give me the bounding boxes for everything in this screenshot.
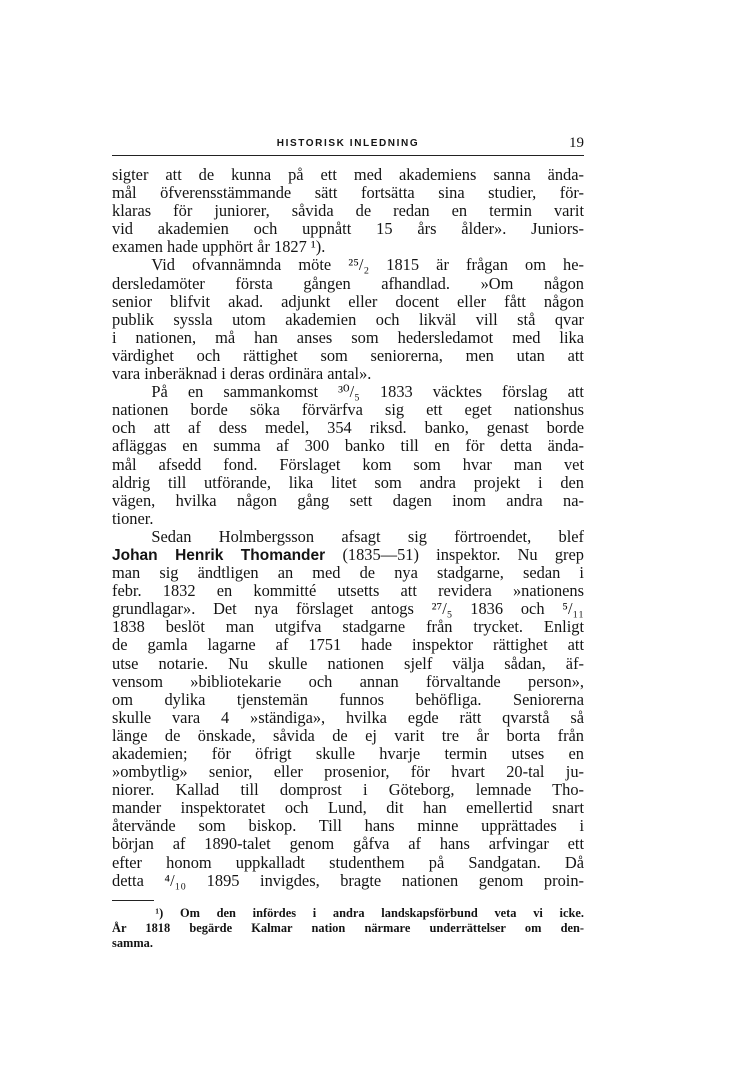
text-line: vensom »bibliotekarie och annan förvaltande person», (112, 672, 584, 691)
text-line: grundlagar». Det nya förslaget antogs ²⁷/₅ 1836 och ⁵/₁₁ (112, 600, 584, 619)
text-line: mål öfverensstämmande sätt fortsätta sina studier, för- (112, 184, 584, 203)
text-line: nationen borde söka förvärfva sig ett eget nationshus (112, 401, 584, 420)
body-text (112, 166, 584, 890)
page-number: 19 (569, 135, 584, 151)
text-line: om dylika tjenstemän funnos behöfliga. Seniorerna (112, 690, 584, 709)
text-line: Vid ofvannämnda möte ²⁵/₂ 1815 är frågan om he- (151, 256, 584, 275)
text-line: dersledamöter första gången afhandlad. »Om någon (112, 274, 584, 293)
footnote-rule (112, 900, 154, 901)
footnote (112, 906, 584, 951)
text-line: senior blifvit akad. adjunkt eller docent eller fått någon (112, 292, 584, 311)
text-line: man sig ändtligen an med de nya stadgarne, sedan i (112, 564, 584, 583)
text-line: början af 1890-talet genom gåfva af hans arfvingar ett (112, 835, 584, 854)
text-line: niorer. Kallad till domprost i Göteborg, lemnade Tho- (112, 781, 584, 800)
text-line: »ombytlig» senior, eller prosenior, för hvart 20-tal ju- (112, 763, 584, 782)
running-header (112, 135, 584, 160)
text-line: mål afsedd fond. Förslaget kom som hvar man vet (112, 455, 584, 474)
running-title: HISTORISK INLEDNING (276, 138, 420, 149)
footnote-line: År 1818 begärde Kalmar nation närmare underrättelser om den- (112, 921, 584, 935)
text-line: afläggas en summa af 300 banko till en för detta ända- (112, 437, 584, 456)
text-line-with-name (112, 546, 584, 564)
text-line: (1835—51) inspektor. Nu grep (342, 545, 584, 564)
text-line: skulle vara 4 »ständiga», hvilka egde rätt qvarstå så (112, 708, 584, 727)
text-line: och att af dess medel, 354 riksd. banko, genast borde (112, 419, 584, 438)
text-line: aldrig till utförande, lika litet som andra projekt i den (112, 473, 584, 492)
text-line: värdighet och rättighet som seniorerna, men utan att (112, 346, 584, 365)
paragraph-start-line (112, 383, 584, 401)
text-line: akademien; för öfrigt skulle hvarje termin utses en (112, 745, 584, 763)
text-line: Sedan Holmbergsson afsagt sig förtroendet, blef (151, 527, 584, 546)
text-line: sigter att de kunna på ett med akademiens sanna ända- (112, 166, 584, 184)
text-line: utse notarie. Nu skulle nationen sjelf välja sådan, äf- (112, 654, 584, 673)
text-line: tioner. (112, 509, 154, 528)
text-line: klaras för juniorer, såvida de redan en termin varit (112, 202, 584, 221)
text-line: vid akademien och uppnått 15 års ålder». Juniors- (112, 220, 584, 239)
text-line: vägen, hvilka någon gång sett dagen inom andra na- (112, 491, 584, 510)
paragraph-start-line (112, 528, 584, 546)
text-line: i nationen, må han anses som hedersledamot med lika (112, 328, 584, 347)
person-name-bold: Johan Henrik Thomander (112, 546, 326, 564)
text-line: återvände som biskop. Till hans minne upprättades i (112, 817, 584, 836)
text-line: efter honom uppkalladt studenthem på Sandgatan. Då (112, 853, 584, 872)
footnote-line (112, 906, 584, 921)
header-rule (112, 155, 584, 156)
footnote-text: ¹) Om den infördes i andra landskapsförbund veta vi icke. (155, 906, 584, 920)
footnote-line: samma. (112, 936, 153, 950)
text-line: vara inberäknad i deras ordinära antal». (112, 365, 372, 384)
text-line: febr. 1832 en kommitté utsetts att revidera »nationens (112, 582, 584, 601)
text-line: 1838 beslöt man utgifva stadgarne från trycket. Enligt (112, 618, 584, 637)
text-line: länge de önskade, såvida de ej varit tre år borta från (112, 726, 584, 745)
text-line: mander inspektoratet och Lund, dit han emellertid snart (112, 799, 584, 818)
text-line: publik syssla utom akademien och likväl vill stå qvar (112, 310, 584, 329)
text-line: detta ⁴/₁₀ 1895 invigdes, bragte nationen genom proin- (112, 871, 584, 890)
text-line: På en sammankomst ³⁰/₅ 1833 väcktes förslag att (151, 383, 584, 402)
text-line: de gamla lagarne af 1751 hade inspektor rättighet att (112, 636, 584, 655)
text-line: examen hade upphört år 1827 ¹). (112, 238, 326, 257)
paragraph-start-line (112, 256, 584, 274)
